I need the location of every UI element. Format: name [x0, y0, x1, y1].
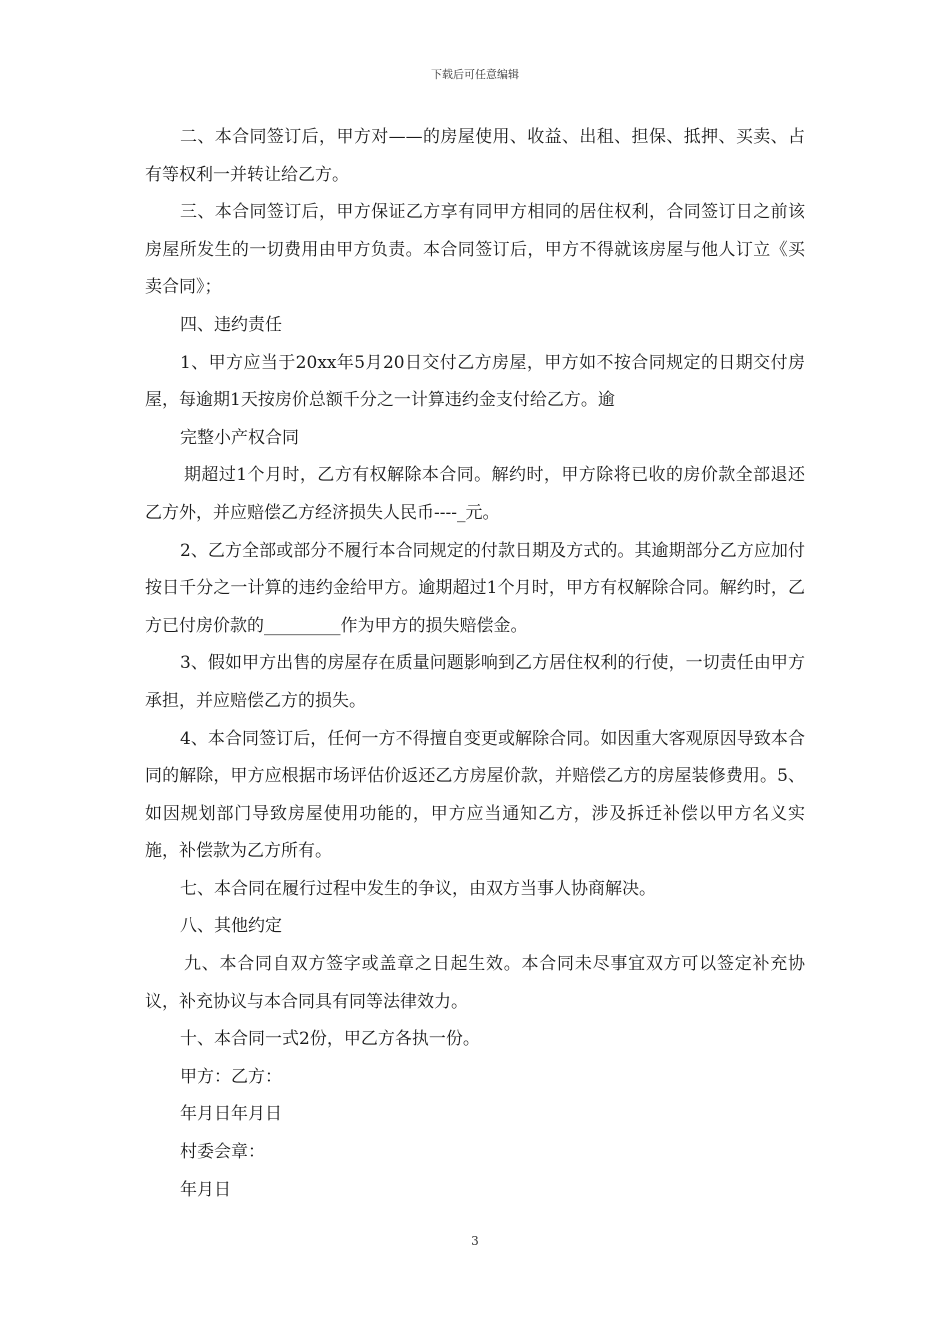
- paragraph-clause-3: 三、本合同签订后，甲方保证乙方享有同甲方相同的居住权利，合同签订日之前该房屋所发生的一切费用由甲方负责。本合同签订后，甲方不得就该房屋与他人订立《买卖合同》；: [145, 202, 805, 298]
- page-header: 下载后可任意编辑: [431, 68, 519, 81]
- paragraph-clause-9: 九、本合同自双方签字或盖章之日起生效。本合同未尽事宜双方可以签定补充协议，补充协议与本合同具有同等法律效力。: [145, 954, 805, 1012]
- signature-dates: 年月日年月日: [180, 1104, 282, 1125]
- signature-parties: 甲方：乙方：: [180, 1066, 282, 1087]
- paragraph-breach-4: 4、本合同签订后，任何一方不得擅自变更或解除合同。如因重大客观原因导致本合同的解除，甲方应根据市场评估价返还乙方房屋价款，并赔偿乙方的房屋装修费用。5、如因规划部门导致房屋使用功能的，甲方应当通知乙方，涉及拆迁补偿以甲方名义实施，补偿款为乙方所有。: [145, 728, 805, 862]
- paragraph-breach-2: 2、乙方全部或部分不履行本合同规定的付款日期及方式的。其逾期部分乙方应加付按日千分之一计算的违约金给甲方。逾期超过1个月时，甲方有权解除合同。解约时，乙方已付房价款的_________作为甲方的损失赔偿金。: [145, 540, 805, 636]
- seal-date: 年月日: [180, 1179, 231, 1200]
- paragraph-breach-3: 3、假如甲方出售的房屋存在质量问题影响到乙方居住权利的行使，一切责任由甲方承担，并应赔偿乙方的损失。: [145, 653, 805, 711]
- paragraph-clause-10: 十、本合同一式2份，甲乙方各执一份。: [180, 1029, 480, 1050]
- paragraph-clause-2: 二、本合同签订后，甲方对——的房屋使用、收益、出租、担保、抵押、买卖、占有等权利一并转让给乙方。: [145, 127, 805, 185]
- village-committee-seal: 村委会章：: [180, 1142, 265, 1163]
- embedded-title: 完整小产权合同: [180, 427, 299, 448]
- paragraph-clause-8: 八、其他约定: [180, 916, 282, 937]
- paragraph-clause-7: 七、本合同在履行过程中发生的争议，由双方当事人协商解决。: [180, 878, 656, 899]
- document-body: [145, 119, 805, 1209]
- section-heading-breach: 四、违约责任: [180, 314, 282, 335]
- paragraph-breach-1-cont: 期超过1个月时，乙方有权解除本合同。解约时，甲方除将已收的房价款全部退还乙方外，并应赔偿乙方经济损失人民币----_元。: [145, 465, 805, 523]
- page-number: 3: [471, 1234, 479, 1248]
- paragraph-breach-1: 1、甲方应当于20xx年5月20日交付乙方房屋，甲方如不按合同规定的日期交付房屋，每逾期1天按房价总额千分之一计算违约金支付给乙方。逾: [145, 352, 805, 411]
